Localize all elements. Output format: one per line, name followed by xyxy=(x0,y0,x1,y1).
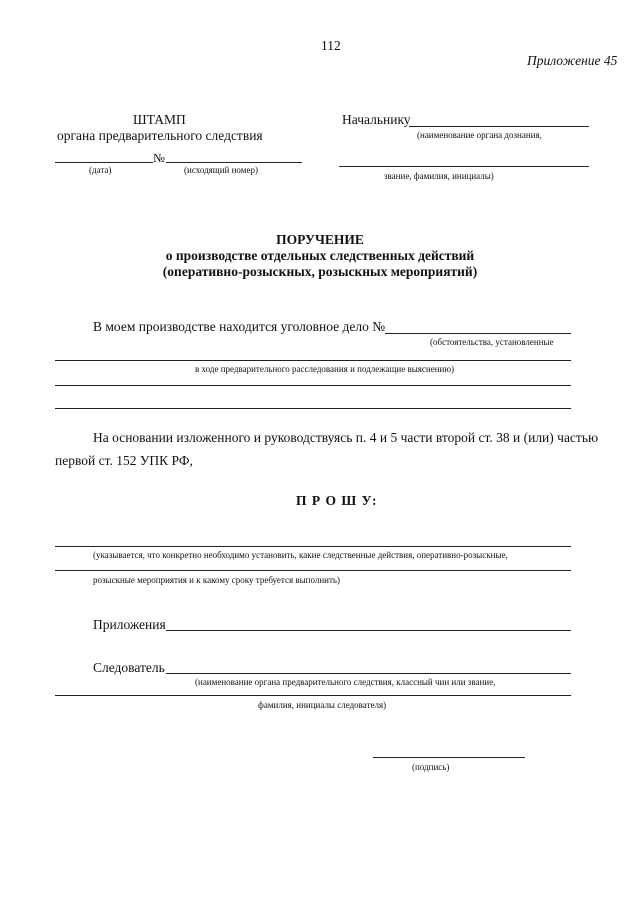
stamp-title: ШТАМП xyxy=(133,112,186,127)
document-subtitle-1: о производстве отдельных следственных действий xyxy=(165,248,475,263)
case-caption-2: в ходе предварительного расследования и подлежащие выяснению) xyxy=(195,364,455,374)
addressee-label: Начальнику xyxy=(342,112,411,127)
date-line[interactable] xyxy=(55,162,153,163)
basis-line-2: первой ст. 152 УПК РФ, xyxy=(55,453,193,468)
outgoing-number-line[interactable] xyxy=(166,162,302,163)
case-line-3[interactable] xyxy=(55,385,571,386)
investigator-line-2[interactable] xyxy=(55,695,571,696)
addressee-line[interactable] xyxy=(409,126,589,127)
request-title: П Р О Ш У: xyxy=(296,493,378,508)
case-line-4[interactable] xyxy=(55,408,571,409)
document-title: ПОРУЧЕНИЕ xyxy=(276,232,364,247)
request-line-2[interactable] xyxy=(55,570,571,571)
case-text: В моем производстве находится уголовное дело № xyxy=(93,319,386,334)
number-sign: № xyxy=(153,151,165,165)
date-caption: (дата) xyxy=(89,165,112,175)
request-line-1[interactable] xyxy=(55,546,571,547)
investigator-label: Следователь xyxy=(93,660,165,675)
attachments-label: Приложения xyxy=(93,617,166,632)
investigator-caption-1: (наименование органа предварительного следствия, классный чин или звание, xyxy=(195,677,496,687)
investigator-caption-2: фамилия, инициалы следователя) xyxy=(258,700,387,710)
case-number-line[interactable] xyxy=(385,333,571,334)
addressee-rank-caption: звание, фамилия, инициалы) xyxy=(384,171,494,181)
page-number: 112 xyxy=(321,38,341,53)
basis-line-1: На основании изложенного и руководствуясь п. 4 и 5 части второй ст. 38 и (или) частью xyxy=(93,430,599,445)
appendix-label: Приложение 45 xyxy=(527,53,618,68)
case-line-2[interactable] xyxy=(55,360,571,361)
case-caption-1: (обстоятельства, установленные xyxy=(430,337,554,347)
addressee-org-caption: (наименование органа дознания, xyxy=(417,130,542,140)
signature-line[interactable] xyxy=(373,757,525,758)
request-caption-2: розыскные мероприятия и к какому сроку требуется выполнить) xyxy=(93,575,341,585)
outgoing-number-caption: (исходящий номер) xyxy=(184,165,258,175)
stamp-subtitle: органа предварительного следствия xyxy=(57,128,263,143)
attachments-line[interactable] xyxy=(166,630,571,631)
signature-caption: (подпись) xyxy=(412,762,450,772)
investigator-line[interactable] xyxy=(166,673,571,674)
addressee-rank-line[interactable] xyxy=(339,166,589,167)
request-caption-1: (указывается, что конкретно необходимо установить, какие следственные действия, оперативно-розыскные, xyxy=(93,550,508,560)
document-subtitle-2: (оперативно-розыскных, розыскных мероприятий) xyxy=(162,264,478,279)
